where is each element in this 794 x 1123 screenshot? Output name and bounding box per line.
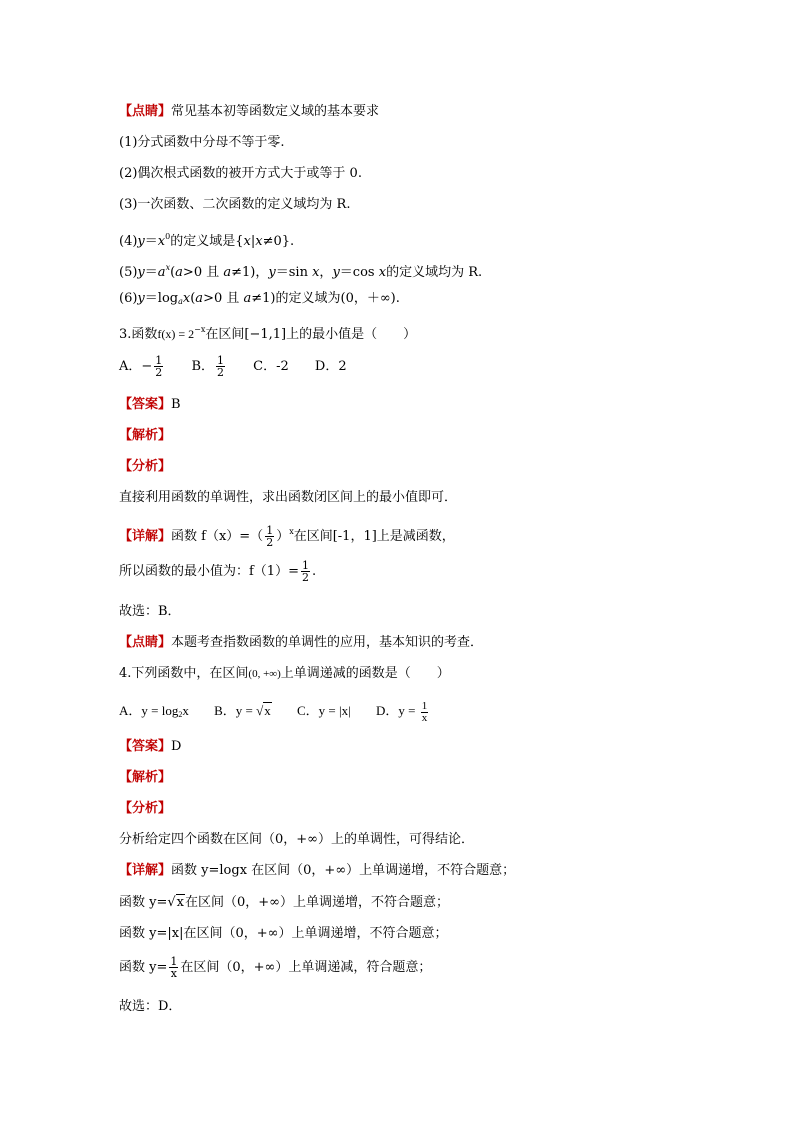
rule-4-x3: x (255, 234, 263, 249)
rule-5-x3: x (378, 265, 387, 280)
q3-option-a-fraction (154, 355, 163, 378)
q3-dianjing-text: 本题考查指数函数的单调性的应用，基本知识的考查． (171, 635, 484, 650)
q4-option-c-value: y = |x| (318, 703, 351, 718)
q3-dianjing (119, 634, 483, 652)
q4-guxuan: 故选：D． (119, 999, 182, 1014)
q3-xiangjie-tag: 【详解】 (119, 529, 172, 544)
rule-6-a3: a (243, 291, 252, 306)
q3-xiangjie (119, 520, 455, 549)
dianjing-title: 常见基本初等函数定义域的基本要求 (171, 104, 380, 119)
q3-guxuan: 故选：B． (119, 604, 181, 619)
q3-xiangjie-num: 1 (266, 524, 274, 537)
q4-xiangjie (119, 862, 515, 880)
q3-fenxi: 【分析】 (119, 459, 172, 474)
rule-6-cond1: ( (190, 291, 196, 306)
q3-min-fraction (301, 560, 310, 583)
q4-option-b-a: y = √ (235, 703, 264, 718)
q3-option-d[interactable] (315, 356, 347, 378)
q3-jiexi: 【解析】 (119, 428, 172, 443)
dianjing-heading (119, 103, 379, 121)
rule-5-x2: x (312, 265, 320, 280)
q3-xiangjie-fraction (265, 525, 274, 548)
q4-option-c-label: C． (296, 703, 319, 718)
q3-option-c-label: C． (253, 359, 277, 374)
q3-option-c-value: -2 (276, 359, 289, 374)
q3-option-c[interactable] (253, 356, 289, 378)
q4-xiangjie-tag: 【详解】 (119, 863, 172, 878)
rule-5-cos: ＝cos (339, 265, 379, 280)
q4-detail-4-den: x (170, 967, 177, 980)
q4-fenxi: 【分析】 (119, 801, 172, 816)
rule-4-y: y (137, 234, 145, 249)
rule-5-sin: ＝sin (275, 265, 313, 280)
q4-option-a-b: x (182, 703, 189, 718)
rule-5-end: 的定义域均为 R. (386, 265, 483, 280)
dianjing-tag: 【点睛】 (119, 104, 172, 119)
q4-detail-3: 函数 y=|x|在区间（0，+∞）上单调递增，不符合题意； (119, 926, 448, 941)
q4-option-d-num: 1 (421, 699, 428, 712)
rule-6-y: y (137, 291, 145, 306)
q4-answer-value: D (171, 739, 182, 754)
q3-exp: −x (194, 325, 206, 334)
rule-5-cond3: ≠1)， (231, 265, 269, 280)
rule-6-end: ≠1)的定义域为(0，＋∞). (251, 291, 400, 306)
rule-5-y3: y (332, 265, 340, 280)
q3-func: f(x) = 2 (157, 327, 195, 341)
q3-answer-value: B (171, 397, 181, 412)
q3-option-b-label: B． (191, 359, 214, 374)
rule-5-comma: ， (319, 265, 333, 280)
rule-5-a3: a (223, 265, 232, 280)
q4-option-d-label: D． (375, 703, 399, 718)
q4-detail-4 (119, 956, 431, 980)
q3-option-a[interactable] (119, 355, 165, 378)
q4-interval: (0, +∞) (248, 668, 281, 680)
rule-5-a: a (157, 265, 166, 280)
q3-option-a-label: A． (119, 359, 142, 374)
rule-5-prefix: (5) (119, 265, 138, 280)
q3-fenxi-text: 直接利用函数的单调性，求出函数闭区间上的最小值即可． (119, 490, 458, 505)
q4-rest: 上单调递减的函数是（ ） (280, 666, 450, 681)
q4-detail-2-b: x (176, 895, 184, 910)
rule-5-cond2: >0 且 (182, 265, 224, 280)
q3-min-num: 1 (301, 559, 309, 572)
q3-min-a: 所以函数的最小值为：f（1）= (119, 564, 299, 579)
rule-5-eq: ＝ (144, 265, 158, 280)
q4-option-d-den: x (421, 711, 428, 724)
rule-2: (2)偶次根式函数的被开方式大于或等于 0. (119, 166, 362, 181)
q4-detail-4-fraction (169, 956, 178, 979)
q3-min (119, 560, 316, 584)
rule-5-a2: a (175, 265, 183, 280)
q4-detail-2-c: 在区间（0，+∞）上单调递增，不符合题意； (185, 895, 449, 910)
q3-option-b-fraction (216, 355, 225, 378)
q4-option-b-b: x (264, 703, 271, 718)
q4-detail-2-a: 函数 y=√ (119, 895, 176, 910)
rule-5-y: y (137, 265, 145, 280)
q3-dianjing-tag: 【点睛】 (119, 635, 172, 650)
rule-5-y2: y (268, 265, 276, 280)
rule-6-log: ＝log (144, 291, 179, 306)
q3-min-end: . (311, 564, 317, 579)
rule-4 (119, 228, 294, 251)
q4-option-a-label: A． (119, 703, 142, 718)
q4-detail-4-num: 1 (170, 955, 178, 968)
rule-4-prefix: (4) (119, 234, 138, 249)
q4-option-b-label: B． (214, 703, 236, 718)
rule-4-x: x (157, 234, 166, 249)
rule-1: (1)分式函数中分母不等于零. (119, 135, 285, 150)
q3-xiangjie-b: ） (276, 529, 290, 544)
q4-jiexi: 【解析】 (119, 770, 172, 785)
q3-option-d-label: D． (314, 359, 339, 374)
q3-number: 3.函数 (119, 327, 158, 342)
q3-min-den: 2 (301, 571, 309, 584)
q4-detail-1: 函数 y=logx 在区间（0，+∞）上单调递增，不符合题意； (171, 863, 516, 878)
rule-5-x: x (165, 263, 171, 272)
q4-option-a-sub: 2 (178, 710, 183, 719)
q4-option-d[interactable] (376, 700, 430, 724)
rule-4-x2: x (243, 234, 251, 249)
q3-option-d-value: 2 (338, 359, 347, 374)
rule-4-rest: 的定义域是{ (170, 234, 244, 249)
rule-6 (119, 290, 400, 311)
rule-4-ne: ≠0}. (262, 234, 295, 249)
rule-6-a2: a (195, 291, 204, 306)
q3-rest: 在区间[−1,1]上的最小值是（ ） (205, 327, 417, 342)
rule-6-prefix: (6) (119, 291, 138, 306)
q4-number: 4.下列函数中，在区间 (119, 666, 249, 681)
q3-xiangjie-a: 函数 f（x）=（ (171, 529, 264, 544)
q4-options (119, 700, 452, 726)
q3-option-b[interactable] (191, 355, 227, 378)
q3-option-b-den: 2 (217, 366, 224, 379)
q3-answer-tag: 【答案】 (119, 397, 172, 412)
rule-3: (3)一次函数、二次函数的定义域均为 R. (119, 197, 351, 212)
q4-option-c[interactable] (297, 700, 351, 722)
q4-option-d-fraction (421, 701, 429, 724)
q3-stem (119, 321, 416, 344)
q3-option-a-num: 1 (155, 354, 163, 367)
q4-option-b[interactable] (214, 700, 272, 722)
rule-5-cond1: ( (170, 265, 176, 280)
q3-options (119, 355, 369, 378)
q3-option-a-den: 2 (155, 366, 163, 379)
q4-stem (119, 665, 450, 683)
rule-6-cond2: >0 且 (203, 291, 244, 306)
q4-detail-2 (119, 894, 449, 912)
rule-4-exp: 0 (165, 232, 171, 241)
rule-4-eq: ＝ (144, 234, 158, 249)
q4-option-a[interactable] (119, 700, 189, 726)
rule-4-bar: | (250, 234, 256, 249)
rule-6-x: x (182, 291, 191, 306)
rule-6-base: a (178, 297, 183, 306)
q4-option-a-a: y = log (141, 703, 179, 718)
q3-xiangjie-c: 在区间[-1，1]上是减函数， (293, 529, 455, 544)
q4-answer-tag: 【答案】 (119, 739, 172, 754)
q4-option-d-a: y = (398, 703, 419, 718)
q3-option-a-sign: − (141, 359, 153, 374)
q4-fenxi-text: 分析给定四个函数在区间（0，+∞）上的单调性，可得结论． (119, 832, 474, 847)
q4-detail-4-c: 在区间（0，+∞）上单调递减，符合题意； (180, 960, 432, 975)
q3-xiangjie-exp: x (289, 527, 294, 536)
rule-5 (119, 259, 482, 282)
q3-xiangjie-den: 2 (266, 536, 274, 549)
q4-detail-4-a: 函数 y= (119, 960, 168, 975)
q3-answer (119, 396, 181, 414)
q3-option-b-num: 1 (217, 354, 224, 367)
q4-answer (119, 738, 181, 756)
